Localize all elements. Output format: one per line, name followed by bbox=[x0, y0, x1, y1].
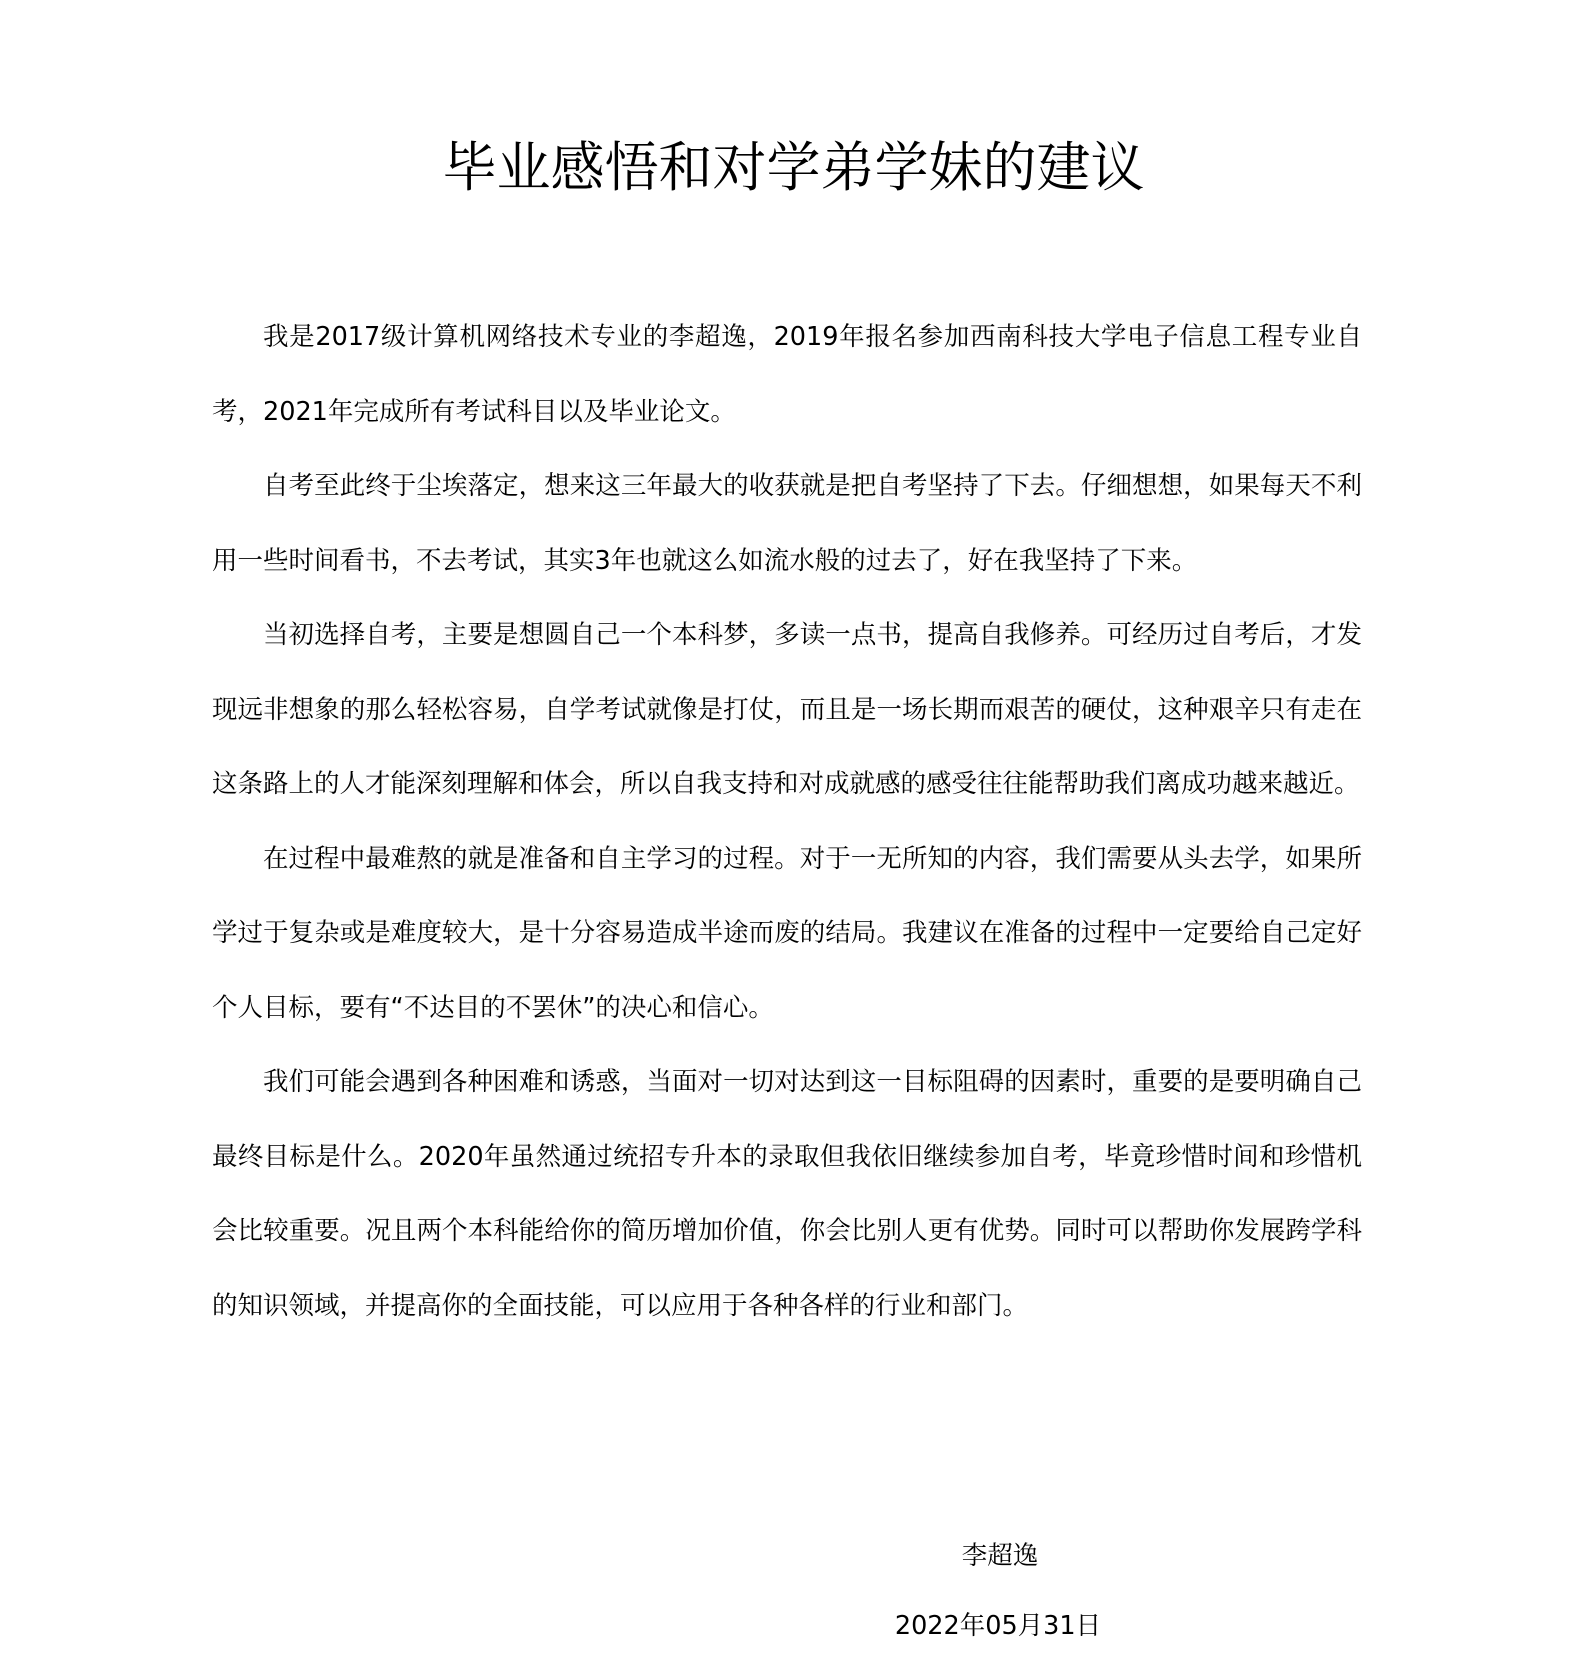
author-signature: 李超逸 bbox=[961, 1541, 1039, 1571]
paragraph-5: 我们可能会遇到各种困难和诱惑，当面对一切对达到这一目标阻碍的因素时，重要的是要明确自己最终目标是什么。2020年虽然通过统招专升本的录取但我依旧继续参加自考，毕竟珍惜时间和珍惜机会比较重要。况且两个本科能给你的简历增加价值，你会比别人更有优势。同时可以帮助你发展跨学科的知识领域，并提高你的全面技能，可以应用于各种各样的行业和部门。 bbox=[212, 1067, 1362, 1321]
paragraph-1: 我是2017级计算机网络技术专业的李超逸，2019年报名参加西南科技大学电子信息工程专业自考，2021年完成所有考试科目以及毕业论文。 bbox=[212, 322, 1362, 427]
document-body bbox=[212, 300, 1362, 1343]
document-date: 2022年05月31日 bbox=[894, 1611, 1102, 1641]
page-title: 毕业感悟和对学弟学妹的建议 bbox=[442, 136, 1145, 199]
paragraph-3: 当初选择自考，主要是想圆自己一个本科梦，多读一点书，提高自我修养。可经历过自考后，才发现远非想象的那么轻松容易，自学考试就像是打仗，而且是一场长期而艰苦的硬仗，这种艰辛只有走在这条路上的人才能深刻理解和体会，所以自我支持和对成就感的感受往往能帮助我们离成功越来越近。 bbox=[212, 620, 1362, 799]
paragraph-4: 在过程中最难熬的就是准备和自主学习的过程。对于一无所知的内容，我们需要从头去学，如果所学过于复杂或是难度较大，是十分容易造成半途而废的结局。我建议在准备的过程中一定要给自己定好个人目标，要有“不达目的不罢休”的决心和信心。 bbox=[212, 843, 1362, 1023]
paragraph-2: 自考至此终于尘埃落定，想来这三年最大的收获就是把自考坚持了下去。仔细想想，如果每天不利用一些时间看书，不去考试，其实3年也就这么如流水般的过去了，好在我坚持了下来。 bbox=[212, 471, 1362, 576]
